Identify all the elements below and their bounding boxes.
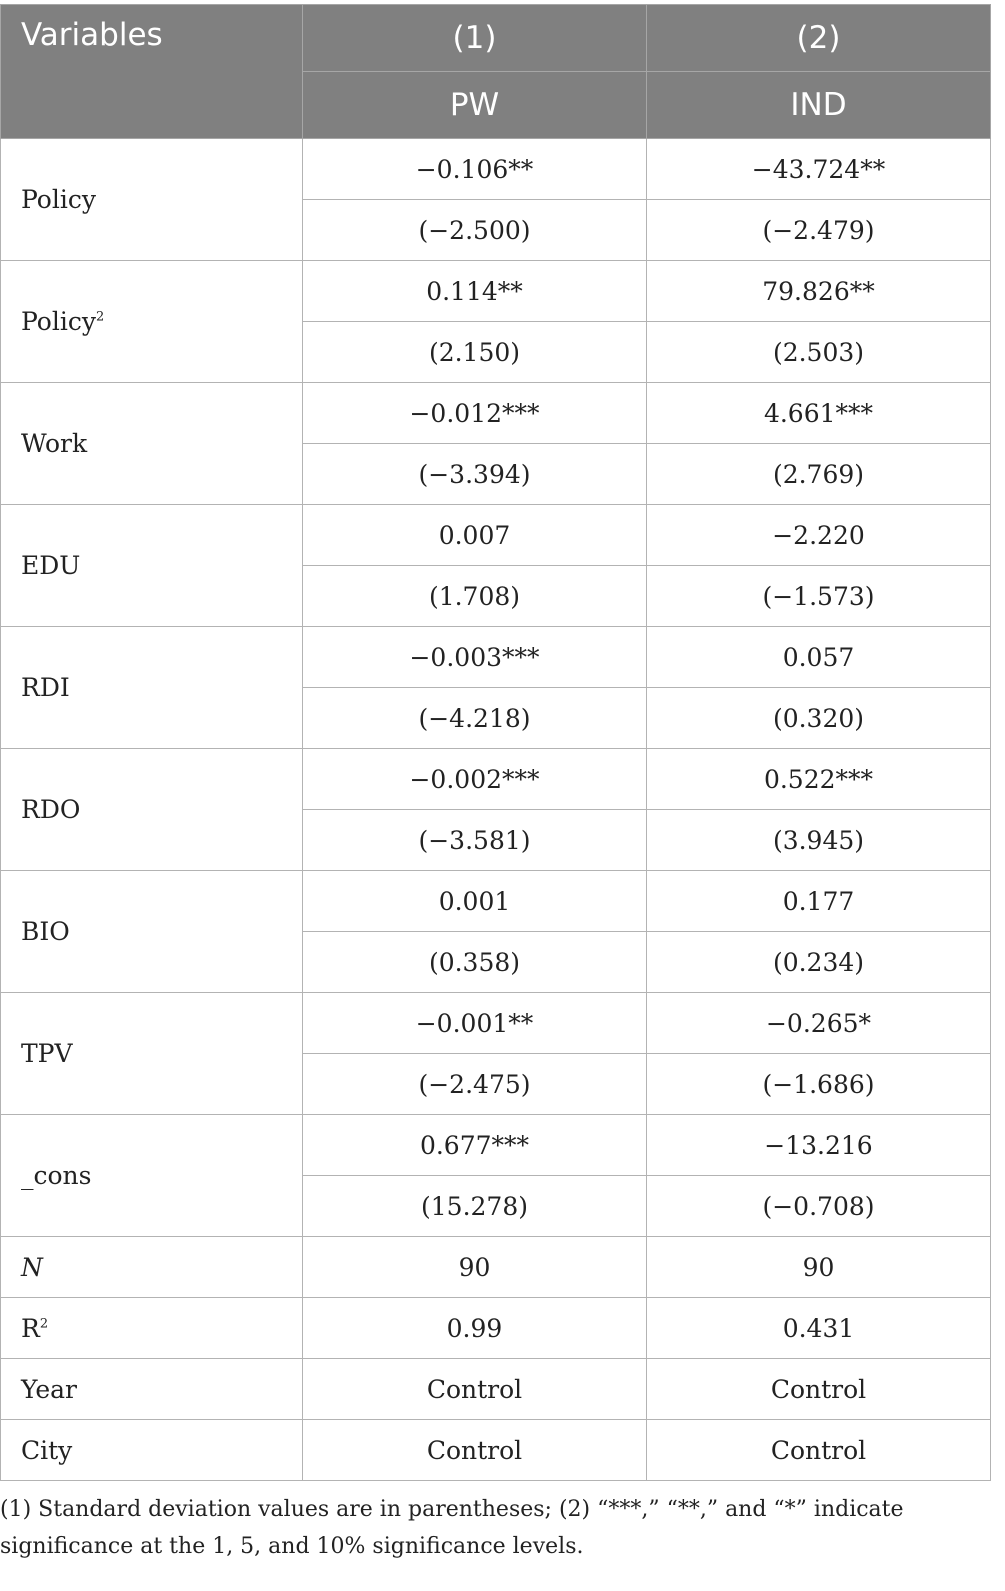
regression-table-container (0, 4, 990, 1565)
variable-superscript: 2 (95, 309, 105, 325)
tstat-cell: (−1.686) (647, 1054, 991, 1115)
stat-superscript: 2 (39, 1316, 49, 1332)
tstat-cell: (2.503) (647, 322, 991, 383)
stat-label (1, 1298, 303, 1359)
variable-label (1, 1115, 303, 1237)
coefficient-cell: −13.216 (647, 1115, 991, 1176)
stat-value-cell: Control (303, 1359, 647, 1420)
coefficient-cell: −0.003*** (303, 627, 647, 688)
table-footnote: (1) Standard deviation values are in parentheses; (2) “***,” “**,” and “*” indicate significance at the 1, 5, and 10% significance levels. (0, 1497, 904, 1559)
coefficient-cell: −0.001** (303, 993, 647, 1054)
variable-name: BIO (21, 917, 70, 946)
coefficient-cell: −0.012*** (303, 383, 647, 444)
coef-row (1, 1115, 991, 1176)
coefficient-cell: −43.724** (647, 139, 991, 200)
tstat-cell: (−1.573) (647, 566, 991, 627)
coef-row (1, 505, 991, 566)
tstat-cell: (2.769) (647, 444, 991, 505)
coefficient-cell: 0.114** (303, 261, 647, 322)
variable-label (1, 139, 303, 261)
tstat-cell: (0.234) (647, 932, 991, 993)
stat-label (1, 1359, 303, 1420)
tstat-cell: (−0.708) (647, 1176, 991, 1237)
variables-header: Variables (1, 5, 303, 139)
stat-row (1, 1359, 991, 1420)
variable-name: _cons (21, 1161, 92, 1190)
stat-row (1, 1420, 991, 1481)
tstat-cell: (−3.394) (303, 444, 647, 505)
coefficient-cell: −0.002*** (303, 749, 647, 810)
coefficient-cell: 0.057 (647, 627, 991, 688)
stat-row (1, 1298, 991, 1359)
coef-row (1, 871, 991, 932)
column-number-2: (2) (647, 5, 991, 72)
stat-value-cell: 0.431 (647, 1298, 991, 1359)
coefficient-cell: 0.677*** (303, 1115, 647, 1176)
variable-label (1, 505, 303, 627)
coef-row (1, 627, 991, 688)
tstat-cell: (−2.500) (303, 200, 647, 261)
column-name-ind: IND (647, 72, 991, 139)
variable-name: RDI (21, 673, 70, 702)
coef-row (1, 261, 991, 322)
variable-label (1, 993, 303, 1115)
variable-name: RDO (21, 795, 81, 824)
coef-row (1, 749, 991, 810)
variable-name: Policy (21, 185, 96, 214)
coefficient-cell: 79.826** (647, 261, 991, 322)
coef-row (1, 139, 991, 200)
coefficient-cell: 0.001 (303, 871, 647, 932)
variable-name: Policy (21, 307, 96, 336)
tstat-cell: (0.320) (647, 688, 991, 749)
coefficient-cell: −0.106** (303, 139, 647, 200)
variable-label (1, 749, 303, 871)
stat-name: R (21, 1313, 40, 1343)
stat-value-cell: 0.99 (303, 1298, 647, 1359)
tstat-cell: (15.278) (303, 1176, 647, 1237)
stat-label (1, 1420, 303, 1481)
variable-label (1, 261, 303, 383)
coef-row (1, 993, 991, 1054)
tstat-cell: (−2.479) (647, 200, 991, 261)
tstat-cell: (−3.581) (303, 810, 647, 871)
regression-table (0, 4, 991, 1481)
coefficient-cell: −0.265* (647, 993, 991, 1054)
tstat-cell: (2.150) (303, 322, 647, 383)
coefficient-cell: 0.177 (647, 871, 991, 932)
coefficient-cell: 0.522*** (647, 749, 991, 810)
coefficient-cell: 0.007 (303, 505, 647, 566)
tstat-cell: (1.708) (303, 566, 647, 627)
variable-label (1, 871, 303, 993)
variable-label (1, 383, 303, 505)
variable-name: EDU (21, 551, 81, 580)
variable-name: TPV (21, 1039, 73, 1068)
stat-value-cell: 90 (303, 1237, 647, 1298)
variable-name: Work (21, 429, 88, 458)
table-body (1, 139, 991, 1481)
stat-name: Year (21, 1374, 77, 1404)
tstat-cell: (0.358) (303, 932, 647, 993)
stat-name: City (21, 1435, 73, 1465)
coefficient-cell: −2.220 (647, 505, 991, 566)
stat-label (1, 1237, 303, 1298)
stat-name: N (21, 1252, 43, 1282)
tstat-cell: (−2.475) (303, 1054, 647, 1115)
stat-value-cell: Control (303, 1420, 647, 1481)
column-number-1: (1) (303, 5, 647, 72)
column-name-pw: PW (303, 72, 647, 139)
stat-value-cell: Control (647, 1359, 991, 1420)
stat-value-cell: 90 (647, 1237, 991, 1298)
tstat-cell: (−4.218) (303, 688, 647, 749)
coefficient-cell: 4.661*** (647, 383, 991, 444)
stat-row (1, 1237, 991, 1298)
table-header (1, 5, 991, 139)
tstat-cell: (3.945) (647, 810, 991, 871)
coef-row (1, 383, 991, 444)
variable-label (1, 627, 303, 749)
stat-value-cell: Control (647, 1420, 991, 1481)
